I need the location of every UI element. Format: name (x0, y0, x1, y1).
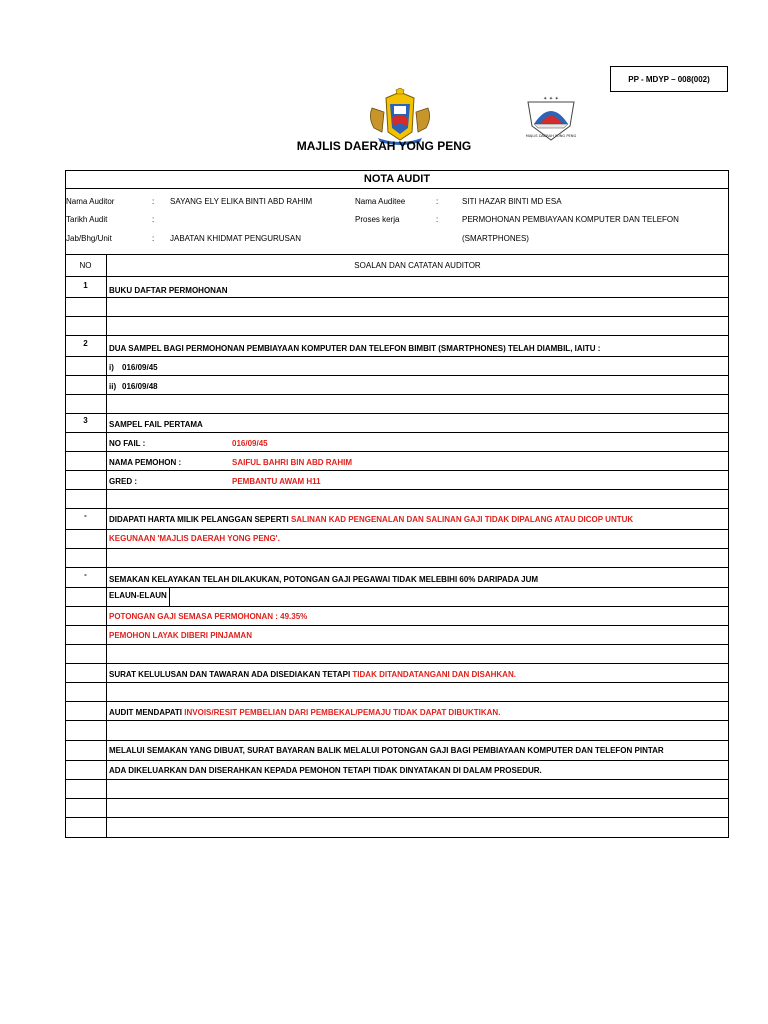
applicant-value: SAIFUL BAHRI BIN ABD RAHIM (232, 458, 352, 467)
row-text: DUA SAMPEL BAGI PERMOHONAN PEMBIAYAAN KOMPUTER DAN TELEFON BIMBIT (SMARTPHONES) TELAH DIAMBIL, IAITU : (109, 344, 601, 353)
row-text: BUKU DAFTAR PERMOHONAN (109, 286, 228, 295)
file-no-value: 016/09/45 (232, 439, 268, 448)
sample-number: i) (109, 363, 114, 372)
row-text: SAMPEL FAIL PERTAMA (109, 420, 203, 429)
document-title: NOTA AUDIT (65, 170, 729, 189)
colon: : (436, 197, 439, 206)
applicant-label: NAMA PEMOHON : (109, 458, 182, 467)
file-no-label: NO FAIL : (109, 439, 146, 448)
colon: : (152, 234, 155, 243)
finding-text-continued: ADA DIKELUARKAN DAN DISERAHKAN KEPADA PEMOHON TETAPI TIDAK DINYATAKAN DI DALAM PROSEDUR. (109, 766, 542, 775)
finding-text: MELALUI SEMAKAN YANG DIBUAT, SURAT BAYARAN BALIK MELALUI POTONGAN GAJI BAGI PEMBIAYAAN KOMPUTER DAN TELEFON PINTAR (109, 746, 664, 755)
finding-text: AUDIT MENDAPATI INVOIS/RESIT PEMBELIAN DARI PEMBEKAL/PEMAJU TIDAK DAPAT DIBUKTIKAN. (109, 708, 501, 717)
item-number: 2 (83, 339, 88, 348)
colon: : (436, 215, 439, 224)
process-value-continued: (SMARTPHONES) (462, 234, 529, 243)
column-header-notes: SOALAN DAN CATATAN AUDITOR (354, 261, 481, 270)
eligibility-note: PEMOHON LAYAK DIBERI PINJAMAN (109, 631, 252, 640)
audit-note-frame (65, 170, 729, 838)
form-code: PP - MDYP – 008(002) (610, 66, 728, 92)
colon: : (152, 197, 155, 206)
finding-text-continued: ELAUN-ELAUN (109, 591, 167, 600)
organization-name: MAJLIS DAERAH YONG PENG (296, 139, 472, 153)
item-bullet: - (84, 570, 87, 579)
finding-text: SURAT KELULUSAN DAN TAWARAN ADA DISEDIAKAN TETAPI TIDAK DITANDATANGANI DAN DISAHKAN. (109, 670, 516, 679)
date-label: Tarikh Audit (66, 215, 108, 224)
process-label: Proses kerja (355, 215, 400, 224)
finding-text: DIDAPATI HARTA MILIK PELANGGAN SEPERTI SALINAN KAD PENGENALAN DAN SALINAN GAJI TIDAK DIPALANG ATAU DICOP UNTUK (109, 515, 634, 524)
finding-text-continued: KEGUNAAN 'MAJLIS DAERAH YONG PENG'. (109, 534, 280, 543)
auditor-label: Nama Auditor (66, 197, 115, 206)
svg-text:✦ ✦ ✦: ✦ ✦ ✦ (543, 96, 559, 102)
item-bullet: - (84, 511, 87, 520)
sample-file: 016/09/45 (122, 363, 158, 372)
process-value: PERMOHONAN PEMBIAYAAN KOMPUTER DAN TELEFON (462, 215, 679, 224)
sample-file: 016/09/48 (122, 382, 158, 391)
auditee-value: SITI HAZAR BINTI MD ESA (462, 197, 562, 206)
sample-number: ii) (109, 382, 117, 391)
grade-label: GRED : (109, 477, 137, 486)
item-number: 3 (83, 416, 88, 425)
grade-value: PEMBANTU AWAM H11 (232, 477, 321, 486)
finding-text: SEMAKAN KELAYAKAN TELAH DILAKUKAN, POTONGAN GAJI PEGAWAI TIDAK MELEBIHI 60% DARIPADA JUM (109, 575, 539, 584)
item-number: 1 (83, 281, 88, 290)
council-emblem-logo (520, 92, 582, 144)
salary-deduction-note: POTONGAN GAJI SEMASA PERMOHONAN : 49.35% (109, 612, 308, 621)
unit-value: JABATAN KHIDMAT PENGURUSAN (170, 234, 301, 243)
emblem-caption: MAJLIS DAERAH YONG PENG (525, 134, 577, 138)
auditee-label: Nama Auditee (355, 197, 406, 206)
colon: : (152, 215, 155, 224)
unit-label: Jab/Bhg/Unit (66, 234, 112, 243)
column-header-no: NO (79, 261, 92, 270)
auditor-value: SAYANG ELY ELIKA BINTI ABD RAHIM (170, 197, 313, 206)
